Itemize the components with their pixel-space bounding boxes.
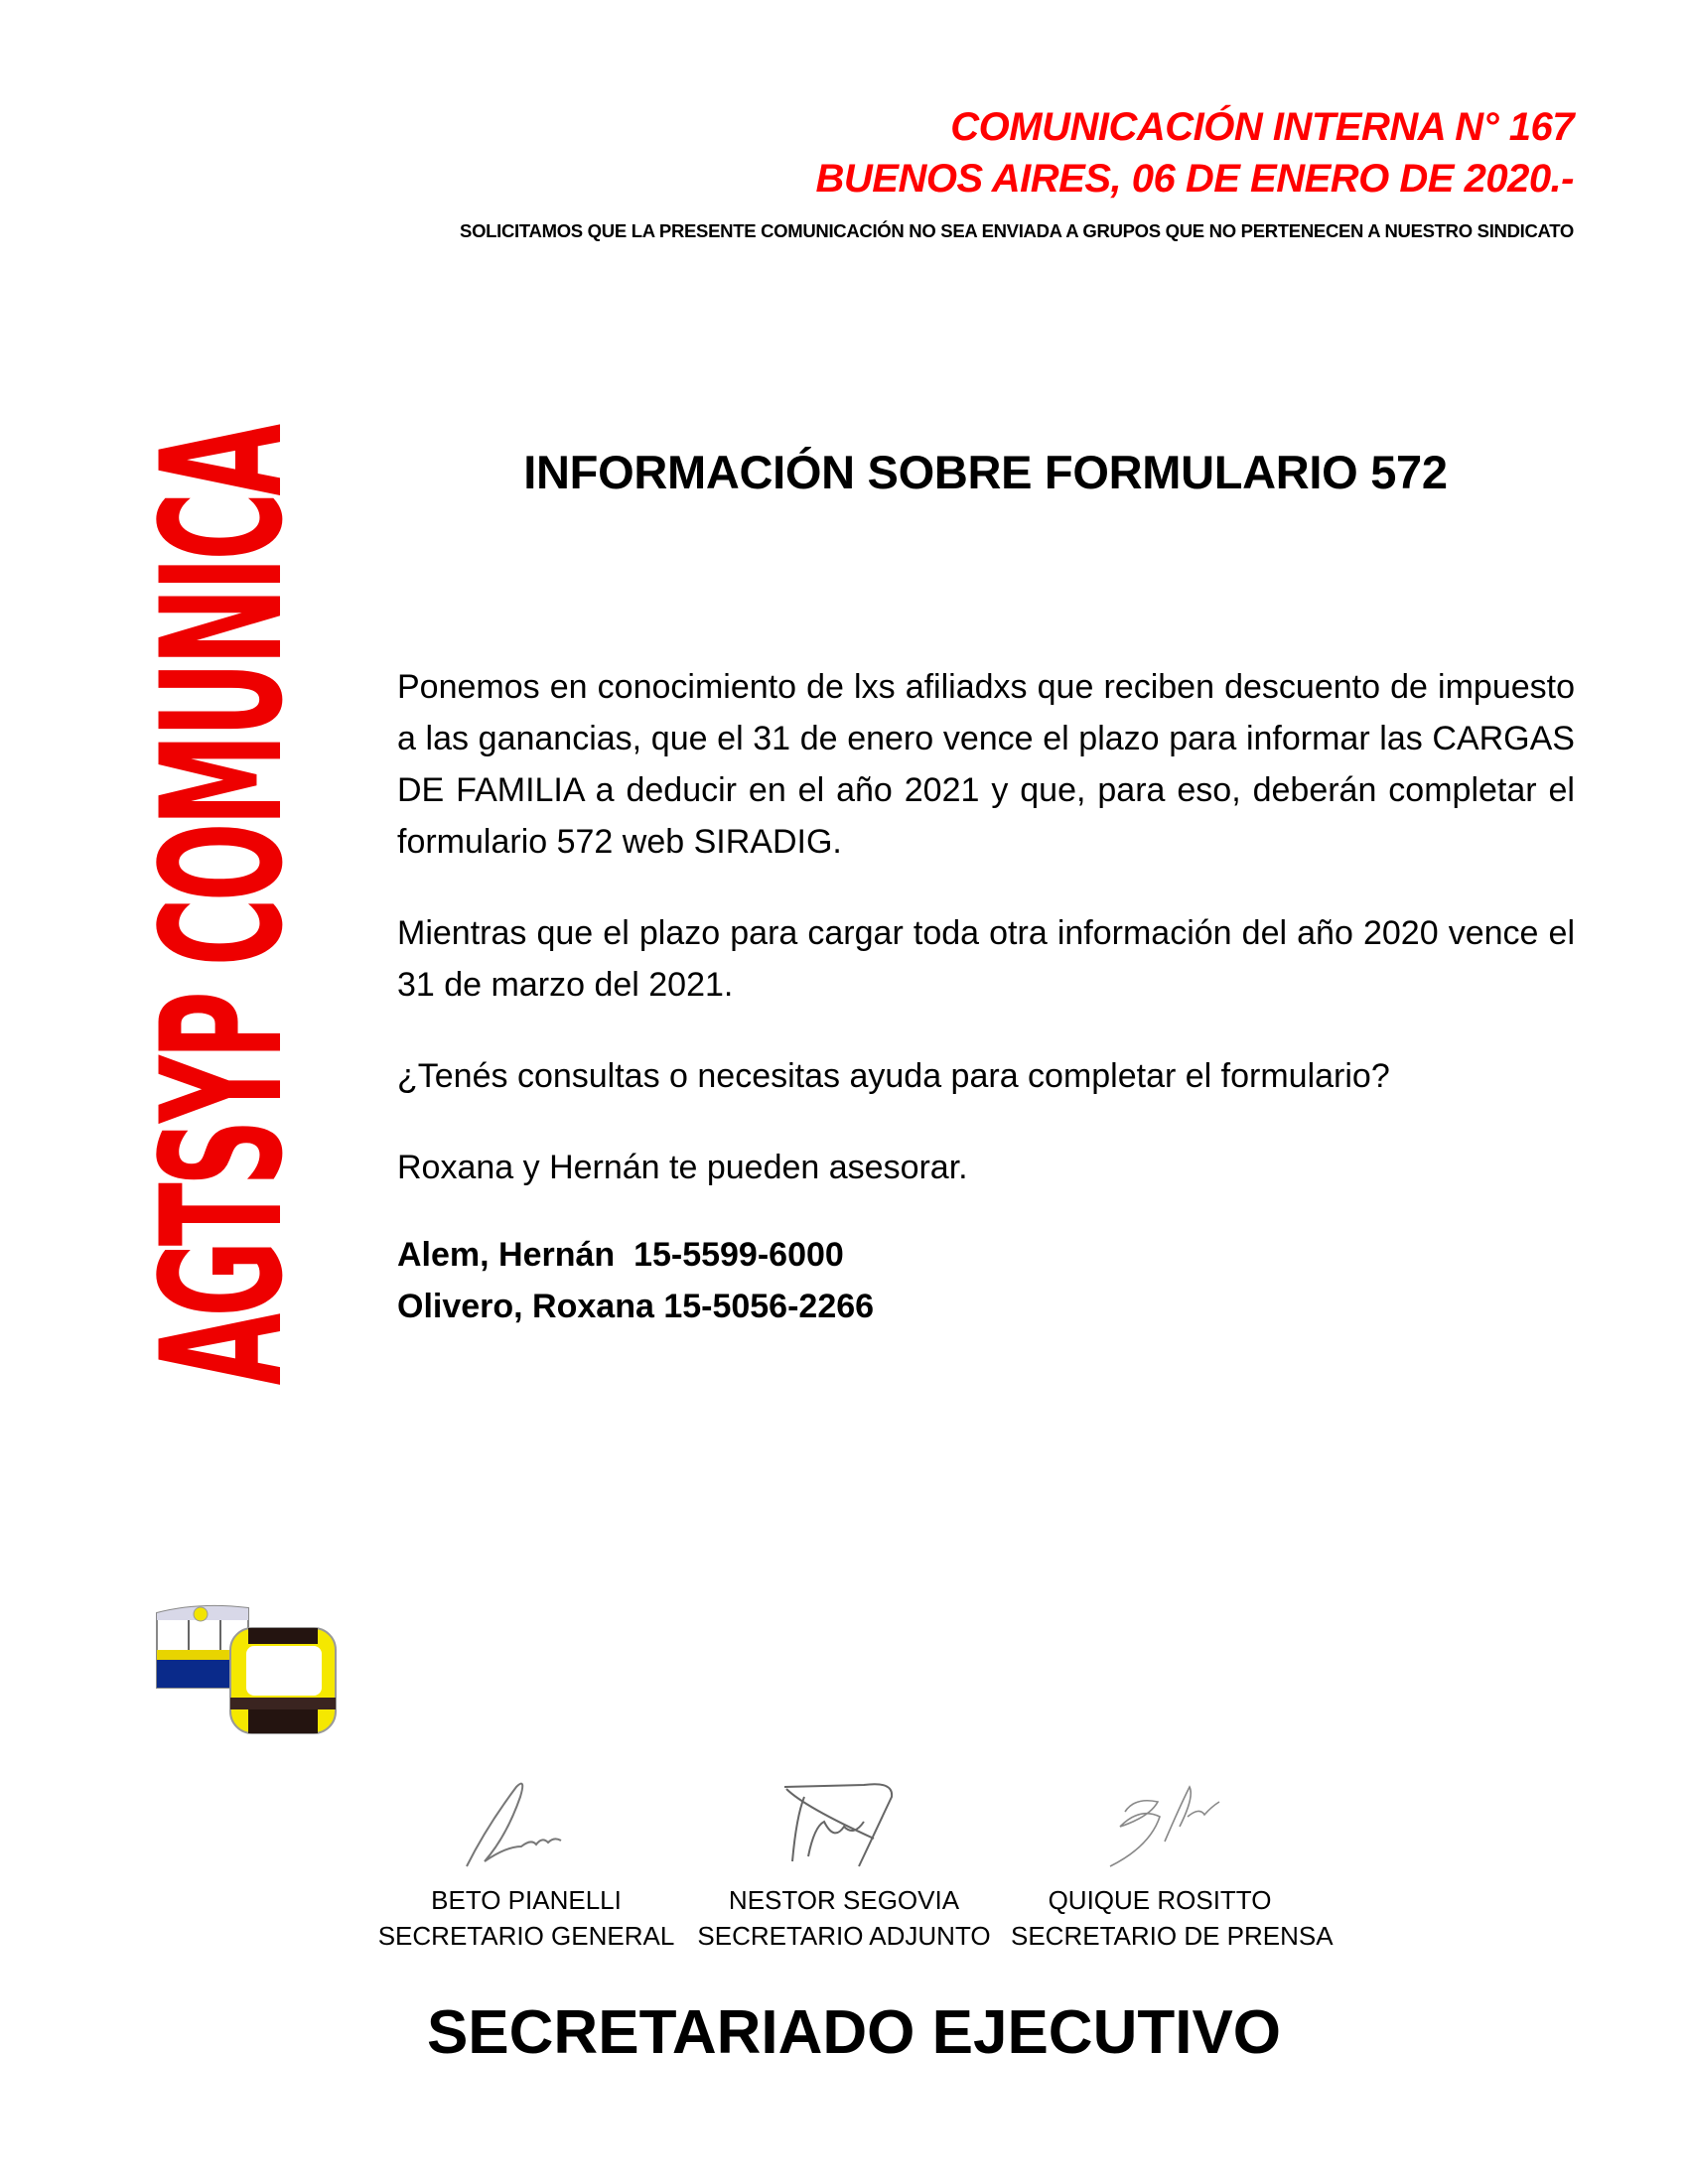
paragraph-advisors: Roxana y Hernán te pueden asesorar. <box>397 1149 968 1186</box>
contact-list <box>397 1229 1575 1332</box>
signature-block <box>1011 1767 1334 1954</box>
contact-alem: Alem, Hernán 15-5599-6000 <box>397 1236 844 1274</box>
paragraph-other-info: Mientras que el plazo para cargar toda otra información del año 2020 vence el 31 de marzo del 2021. <box>397 914 1575 1004</box>
train-icon <box>149 1588 338 1737</box>
paragraph-question: ¿Tenés consultas o necesitas ayuda para completar el formulario? <box>397 1057 1390 1095</box>
signature-icon <box>1080 1767 1239 1876</box>
contact-olivero: Olivero, Roxana 15-5056-2266 <box>397 1288 875 1325</box>
body-text <box>397 661 1575 1332</box>
signatory-role: SECRETARIO DE PRENSA <box>1011 1921 1334 1951</box>
signatory-name: BETO PIANELLI <box>431 1885 622 1915</box>
document-title: INFORMACIÓN SOBRE FORMULARIO 572 <box>523 446 1448 498</box>
signature-icon <box>447 1767 606 1876</box>
signature-block <box>695 1767 993 1954</box>
signatory-name: QUIQUE ROSITTO <box>1048 1885 1272 1915</box>
distribution-notice: SOLICITAMOS QUE LA PRESENTE COMUNICACIÓN NO SEA ENVIADA A GRUPOS QUE NO PERTENECEN A NUESTRO SINDICATO <box>460 220 1574 241</box>
signatory-role: SECRETARIO GENERAL <box>377 1921 675 1951</box>
footer-signoff: SECRETARIADO EJECUTIVO <box>426 1998 1282 2067</box>
signatory-name: NESTOR SEGOVIA <box>728 1885 960 1915</box>
paragraph-deadline: Ponemos en conocimiento de lxs afiliadxs que reciben descuento de impuesto a las ganancias, que el 31 de enero vence el plazo para informar las CARGAS DE FAMILIA a deducir en el año 2021 y que, para eso, deberán completar el formulario 572 web SIRADIG. <box>397 668 1575 861</box>
communication-number: COMUNICACIÓN INTERNA N° 167 <box>950 105 1574 149</box>
logo-text: AGTSYP COMUNICA <box>125 427 320 1386</box>
signatory-role: SECRETARIO ADJUNTO <box>697 1921 991 1951</box>
signature-icon <box>765 1767 923 1876</box>
agtsyp-logo <box>125 276 320 1537</box>
date-line: BUENOS AIRES, 06 DE ENERO DE 2020.- <box>815 157 1574 201</box>
signature-block <box>377 1767 675 1954</box>
